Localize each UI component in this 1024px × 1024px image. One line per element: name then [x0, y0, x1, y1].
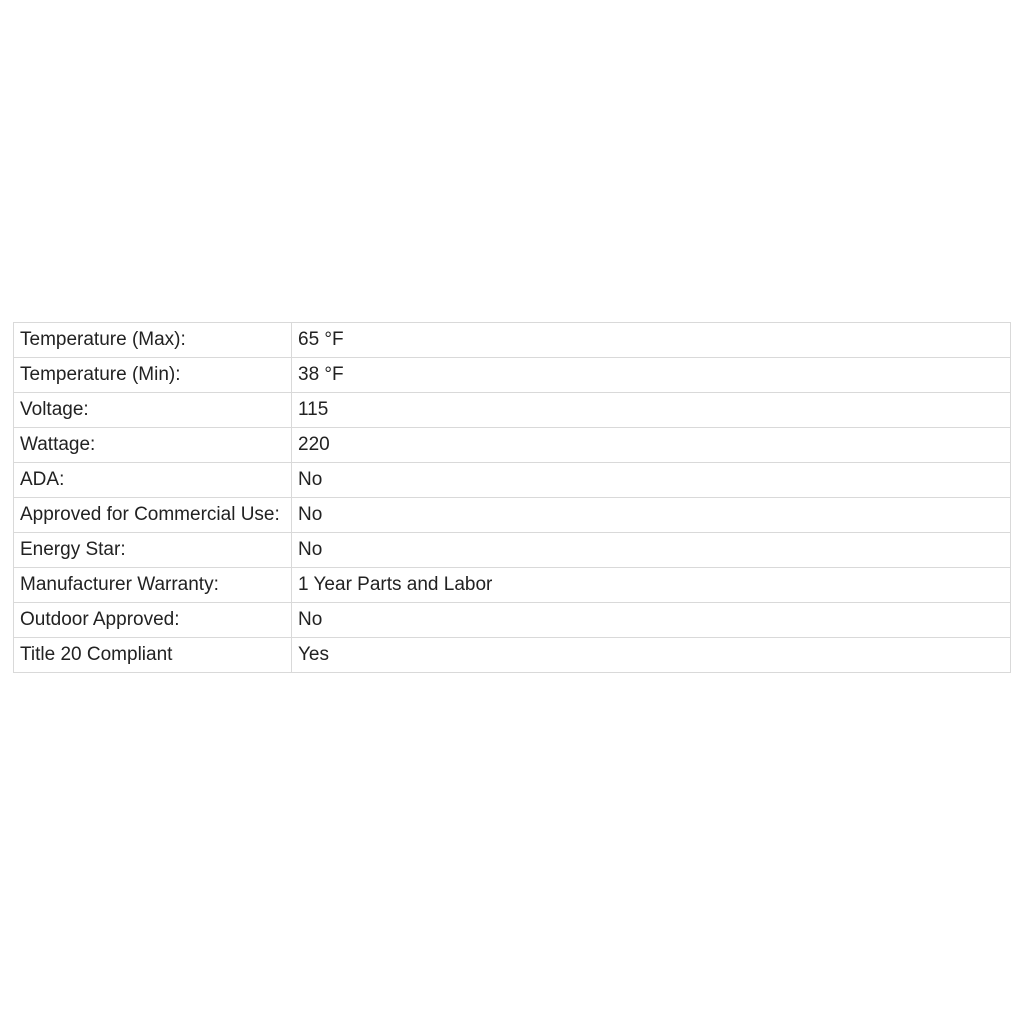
spec-label: Temperature (Min): [14, 358, 292, 393]
specifications-table [13, 322, 1011, 673]
table-row [14, 323, 1011, 358]
table-row [14, 603, 1011, 638]
spec-value: No [292, 498, 1011, 533]
table-row [14, 463, 1011, 498]
spec-label: Outdoor Approved: [14, 603, 292, 638]
spec-value: 220 [292, 428, 1011, 463]
spec-label: Temperature (Max): [14, 323, 292, 358]
spec-value: 115 [292, 393, 1011, 428]
spec-label: Manufacturer Warranty: [14, 568, 292, 603]
spec-value: No [292, 533, 1011, 568]
spec-label: ADA: [14, 463, 292, 498]
spec-label: Approved for Commercial Use: [14, 498, 292, 533]
spec-value: No [292, 603, 1011, 638]
spec-value: Yes [292, 638, 1011, 673]
spec-label: Title 20 Compliant [14, 638, 292, 673]
spec-label: Voltage: [14, 393, 292, 428]
table-row [14, 428, 1011, 463]
spec-value: 1 Year Parts and Labor [292, 568, 1011, 603]
spec-label: Energy Star: [14, 533, 292, 568]
spec-label: Wattage: [14, 428, 292, 463]
table-row [14, 393, 1011, 428]
table-row [14, 533, 1011, 568]
spec-value: 65 °F [292, 323, 1011, 358]
table-row [14, 638, 1011, 673]
table-row [14, 358, 1011, 393]
spec-value: No [292, 463, 1011, 498]
table-row [14, 568, 1011, 603]
spec-value: 38 °F [292, 358, 1011, 393]
table-row [14, 498, 1011, 533]
